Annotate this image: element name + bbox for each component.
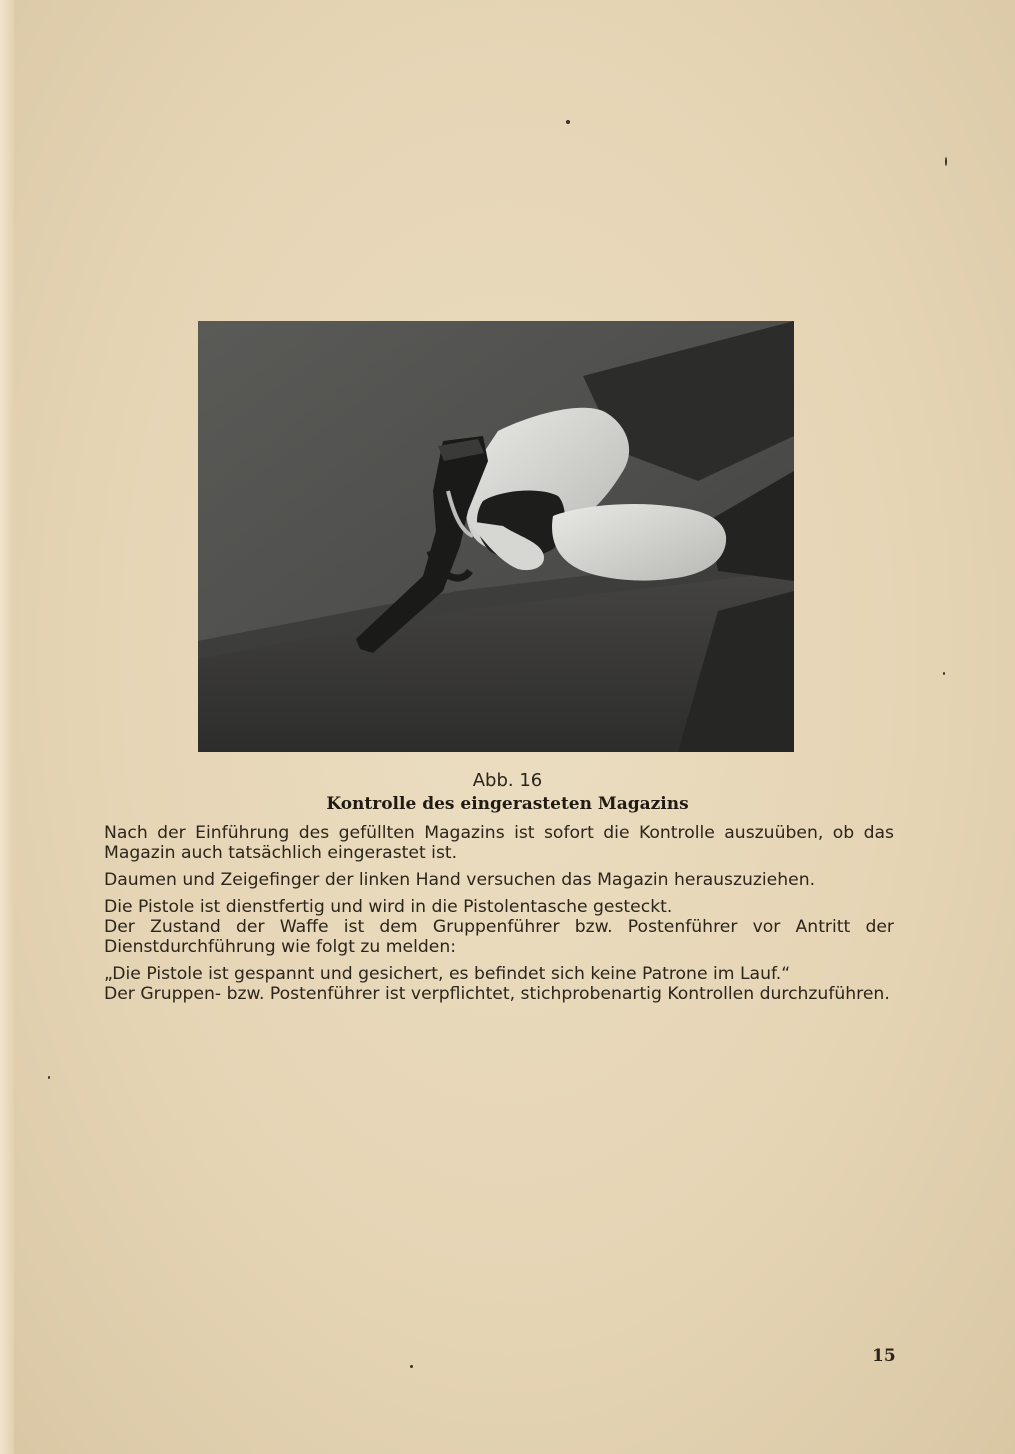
photo-hands-holding-pistol-icon [198, 321, 794, 752]
figure-title: Kontrolle des eingerasteten Magazins [326, 794, 689, 814]
paper-speck [945, 157, 947, 166]
paragraph: Nach der Einführung des gefüllten Magazins ist sofort die Kontrolle auszuüben, ob das Magazin auch tatsächlich eingerastet ist. [104, 823, 894, 863]
page-number: 15 [872, 1346, 896, 1366]
paragraph: Daumen und Zeigefinger der linken Hand versuchen das Magazin herauszuziehen. [104, 870, 816, 890]
figure-number: Abb. 16 [472, 770, 543, 791]
paragraph: Der Zustand der Waffe ist dem Gruppenführer bzw. Postenführer vor Antritt der Dienstdurchführung wie folgt zu melden: [104, 917, 894, 957]
paragraph: „Die Pistole ist gespannt und gesichert, es befindet sich keine Patrone im Lauf.“ [104, 964, 791, 984]
paragraph: Der Gruppen- bzw. Postenführer ist verpflichtet, stichprobenartig Kontrollen durchzuführen. [104, 984, 890, 1004]
paper-speck [943, 672, 945, 675]
paper-edge [0, 0, 14, 1454]
paper-speck [48, 1076, 50, 1079]
paper-speck [566, 120, 570, 124]
figure-photo [198, 321, 794, 752]
paragraph: Die Pistole ist dienstfertig und wird in die Pistolentasche gesteckt. [104, 897, 673, 917]
paper-speck [410, 1365, 413, 1368]
body-text [104, 823, 894, 1004]
